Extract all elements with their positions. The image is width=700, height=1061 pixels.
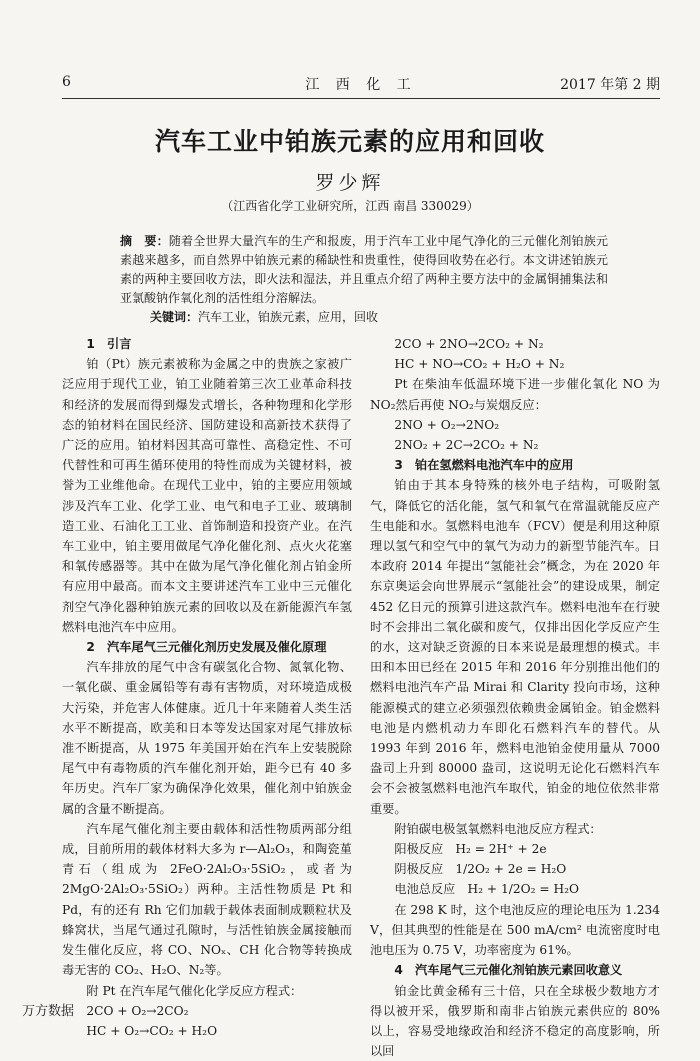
equation: HC + O₂→CO₂ + H₂O	[62, 1021, 352, 1041]
footer-watermark: 万方数据	[22, 1000, 74, 1019]
paragraph: 汽车排放的尾气中含有碳氢化合物、氮氧化物、一氧化碳、重金属铅等有毒有害物质，对环境造成极大污染，并危害人体健康。近几十年来随着人类生活水平不断提高，欧美和日本等发达国家对尾气排放标准不断提高，从 1975 年美国开始在汽车上安装脱除尾气中有毒物质的汽车催化剂开始，距今已有 40 多年历史。汽车厂家为确保净化效果，催化剂中铂族金属的含量不断提高。	[62, 657, 352, 819]
paragraph: 附铂碳电极氢氧燃料电池反应方程式：	[370, 819, 660, 839]
issue-label: 2017 年第 2 期	[560, 74, 660, 94]
paragraph: 汽车尾气催化剂主要由载体和活性物质两部分组成，目前所用的载体材料大多为 r—Al₂O₃，和陶瓷堇青石（组成为 2FeO·2Al₂O₃·5SiO₂，或者为 2MgO·2Al₂O₃·5SiO₂）两种。主活性物质是 Pt 和 Pd，有的还有 Rh 它们加载于载体表面制成颗粒状及蜂窝状，当尾气通过孔隙时，与活性铂族金属接触而发生催化反应，将 CO、NOₓ、CH 化合物等转换成毒无害的 CO₂、H₂O、N₂等。	[62, 819, 352, 981]
header-rule	[62, 98, 660, 99]
paragraph: 铂金比黄金稀有三十倍，只在全球极少数地方才得以被开采，俄罗斯和南非占铂族元素供应的 80% 以上，容易受地缘政治和经济不稳定的高度影响，所以回	[370, 981, 660, 1061]
journal-name: 江 西 化 工	[62, 74, 660, 94]
paragraph: 附 Pt 在汽车尾气催化化学反应方程式：	[62, 981, 352, 1001]
equation: 2CO + O₂→2CO₂	[62, 1001, 352, 1021]
paragraph: 铂由于其本身特殊的核外电子结构，可吸附氢气，降低它的活化能，氢气和氧气在常温就能反应产生电能和水。氢燃料电池车（FCV）便是利用这种原理以氢气和空气中的氧气为动力的新型节能汽车。日本政府 2014 年提出“氢能社会”概念，为在 2020 年东京奥运会向世界展示“氢能社会”的建设成果，制定 452 亿日元的预算引进这款汽车。燃料电池车在行驶时不会排出二氧化碳和废气，仅排出因化学反应产生的水，这对缺乏资源的日本来说是最理想的模式。丰田和本田已经在 2015 年和 2016 年分别推出他们的燃料电池汽车产品 Mirai 和 Clarity 投向市场，这种能源模式的建立必须强烈依赖贵金属铂金。铂金燃料电池是内燃机动力车即化石燃料汽车的替代。从 1993 年到 2016 年，燃料电池铂金使用量从 7000 盎司上升到 80000 盎司，这说明无论化石燃料汽车会不会被氢燃料电池汽车取代，铂金的地位依然非常重要。	[370, 475, 660, 818]
keywords-label: 关键词：	[150, 310, 198, 324]
paragraph: 在 298 K 时，这个电池反应的理论电压为 1.234 V，但其典型的性能是在 500 mA/cm² 电流密度时电池电压为 0.75 V，功率密度为 61%。	[370, 900, 660, 961]
keywords	[150, 308, 608, 325]
equation: 阳极反应 H₂ = 2H⁺ + 2e	[370, 839, 660, 859]
paragraph: Pt 在柴油车低温环境下进一步催化氧化 NO 为 NO₂然后再使 NO₂与炭烟反应：	[370, 374, 660, 414]
section-heading: 3 铂在氢燃料电池汽车中的应用	[370, 455, 660, 475]
keywords-text: 汽车工业，铂族元素，应用，回收	[198, 310, 378, 324]
abstract-text: 随着全世界大量汽车的生产和报废，用于汽车工业中尾气净化的三元催化剂铂族元素越来越多，而自然界中铂族元素的稀缺性和贵重性，使得回收势在必行。本文讲述铂族元素的两种主要回收方法，即火法和湿法，并且重点介绍了两种主要方法中的金属铜捕集法和亚氯酸钠作氧化剂的活性组分溶解法。	[120, 234, 608, 305]
equation: 2CO + 2NO→2CO₂ + N₂	[370, 334, 660, 354]
section-heading: 2 汽车尾气三元催化剂历史发展及催化原理	[62, 637, 352, 657]
author-affiliation: （江西省化学工业研究所，江西 南昌 330029）	[0, 197, 700, 214]
paragraph: 铂（Pt）族元素被称为金属之中的贵族之家被广泛应用于现代工业，铂工业随着第三次工业革命科技和经济的发展而得到爆发式增长，各种物理和化学形态的铂材料在国民经济、国防建设和高新技术获得了广泛的应用。铂材料因其高可靠性、高稳定性、不可代替性和可再生循环使用的特性而成为关键材料，被誉为工业维他命。在现代工业中，铂的主要应用领域涉及汽车工业、化学工业、电气和电子工业、玻璃制造工业、石油化工工业、首饰制造和投资产业。在汽车工业中，铂主要用做尾气净化催化剂、点火火花塞和氧传感器等。其中在做为尾气净化催化剂占铂金所有应用中最高。而本文主要讲述汽车工业中三元催化剂空气净化器种铂族元素的回收以及在新能源汽车氢燃料电池汽车中应用。	[62, 354, 352, 637]
equation: 阴极反应 1/2O₂ + 2e = H₂O	[370, 859, 660, 879]
section-heading: 4 汽车尾气三元催化剂铂族元素回收意义	[370, 960, 660, 980]
page-number: 6	[62, 74, 71, 90]
article-title: 汽车工业中铂族元素的应用和回收	[0, 122, 700, 158]
equation: 电池总反应 H₂ + 1/2O₂ = H₂O	[370, 879, 660, 899]
abstract	[120, 232, 608, 308]
right-column	[370, 334, 660, 1061]
abstract-label: 摘 要：	[120, 234, 169, 248]
section-heading: 1 引言	[62, 334, 352, 354]
page-header	[62, 74, 660, 94]
author-name: 罗少辉	[0, 168, 700, 195]
equation: HC + NO→CO₂ + H₂O + N₂	[370, 354, 660, 374]
left-column	[62, 334, 352, 1041]
equation: 2NO₂ + 2C→2CO₂ + N₂	[370, 435, 660, 455]
equation: 2NO + O₂→2NO₂	[370, 415, 660, 435]
